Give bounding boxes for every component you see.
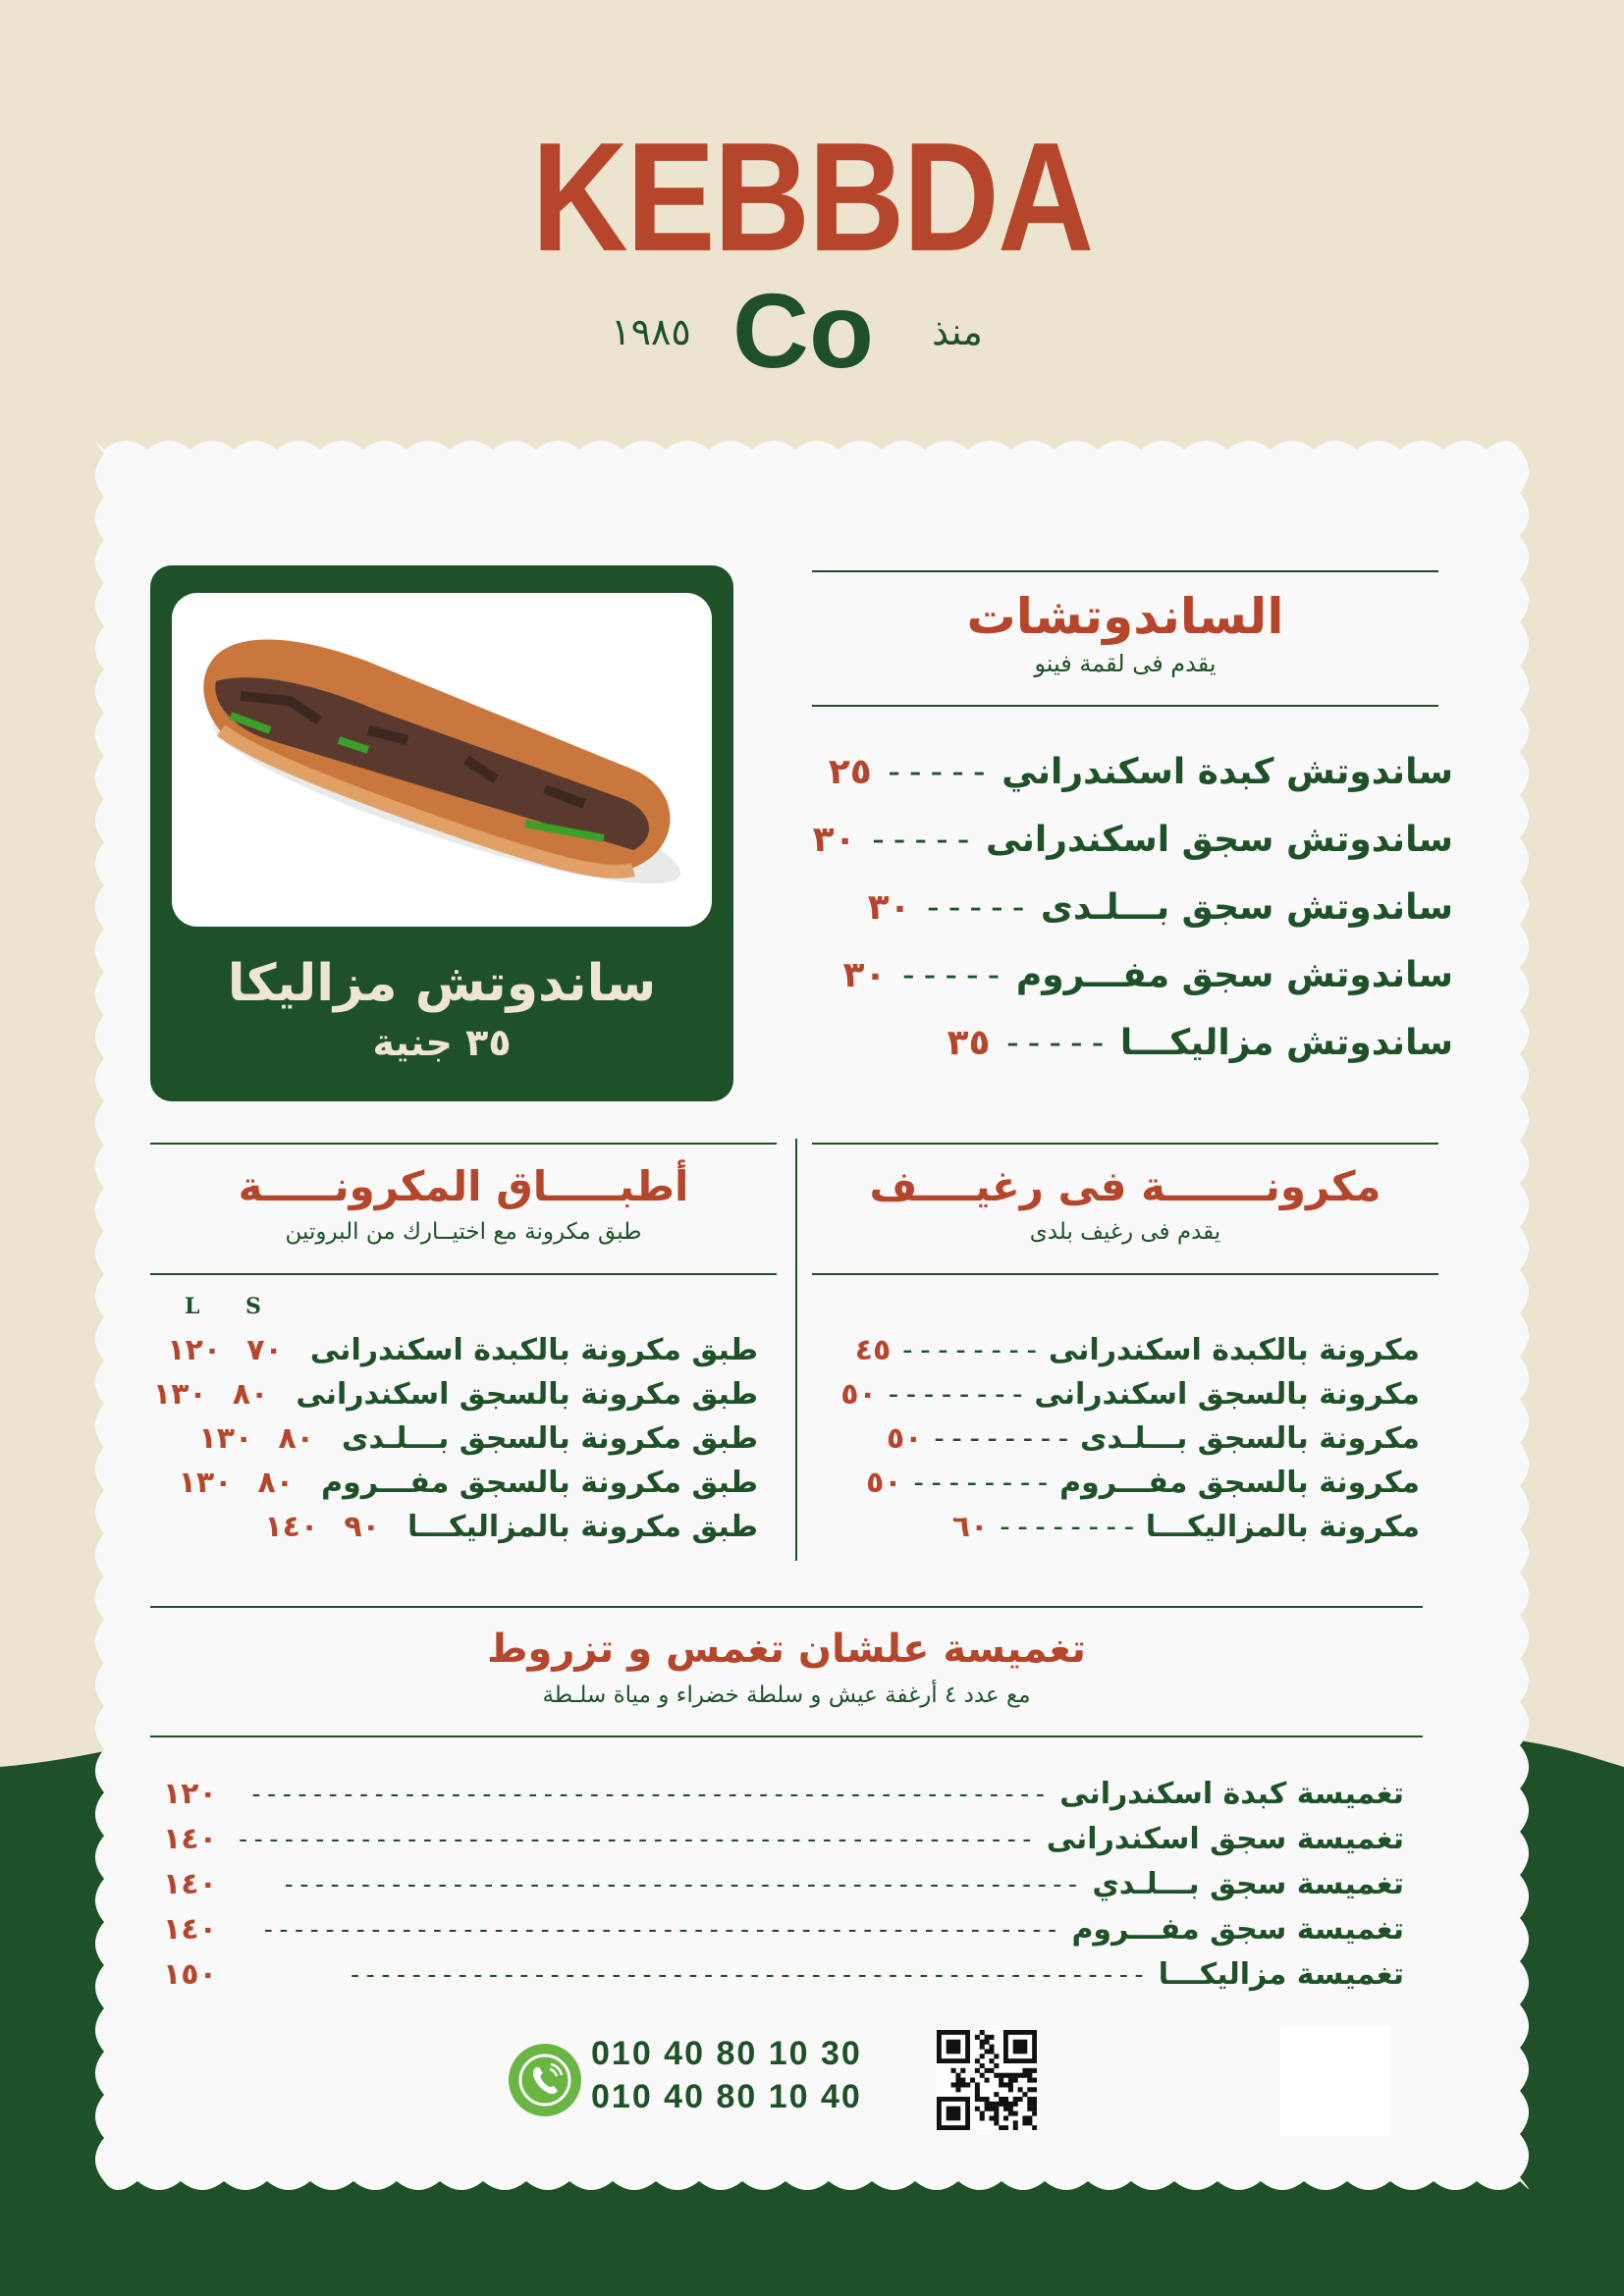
qr-code[interactable] xyxy=(937,2030,1037,2130)
pasta-plates-subtitle: طبق مكرونة مع اختيــارك من البروتين xyxy=(285,1219,642,1245)
divider xyxy=(812,1143,1438,1145)
item-name: مكرونة بالكبدة اسكندرانى xyxy=(1048,1333,1420,1367)
item-price: ٣٠ xyxy=(842,955,887,995)
bread-pasta-row xyxy=(825,1464,1420,1503)
divider xyxy=(812,705,1438,707)
item-name: ساندوتش سجق مفـــروم xyxy=(1015,955,1453,995)
dash-leader: ---------------------------------------------------- xyxy=(347,1960,1147,1990)
dash-leader: -------- xyxy=(884,1377,1027,1412)
large-price: ١٣٠ xyxy=(198,1421,253,1456)
dash-leader: ---------------------------------------------------- xyxy=(260,1915,1060,1945)
platter-row xyxy=(163,1865,1404,1904)
blank-placeholder-box xyxy=(1280,2026,1390,2136)
dash-leader: ---------------------------------------------------- xyxy=(235,1825,1035,1854)
pasta-plate-row xyxy=(152,1375,758,1415)
item-name: مكرونة بالسجق بـــلـدى xyxy=(1079,1421,1420,1456)
platter-row xyxy=(163,1775,1404,1814)
item-price: ١٢٠ xyxy=(163,1777,217,1811)
small-price: ٨٠ xyxy=(278,1421,314,1456)
item-name: طبق مكرونة بالسجق مفـــروم xyxy=(321,1466,758,1500)
featured-sandwich-image xyxy=(172,593,712,927)
dash-leader: -------- xyxy=(996,1510,1138,1544)
item-name: طبق مكرونة بالكبدة اسكندرانى xyxy=(309,1333,758,1367)
large-price: ١٤٠ xyxy=(264,1510,319,1544)
item-name: مكرونة بالسجق اسكندرانى xyxy=(1034,1377,1420,1412)
large-price: ١٢٠ xyxy=(167,1333,222,1367)
dash-leader: ----- xyxy=(867,820,974,860)
large-price: ١٣٠ xyxy=(178,1466,233,1500)
brand-since-year: ١٩٨٥ xyxy=(611,310,691,353)
item-name: ساندوتش سجق اسكندرانى xyxy=(985,820,1453,860)
item-price: ١٤٠ xyxy=(163,1912,217,1947)
item-name: تغميسة سجق مفـــروم xyxy=(1071,1912,1404,1947)
platter-row xyxy=(163,1910,1404,1949)
large-price: ١٣٠ xyxy=(152,1377,207,1412)
featured-item-panel xyxy=(150,565,733,1101)
column-divider xyxy=(795,1139,797,1561)
divider xyxy=(150,1606,1423,1608)
platters-subtitle: مع عدد ٤ أرغفة عيش و سلطة خضراء و مياة سلـطة xyxy=(542,1682,1031,1708)
item-price: ١٤٠ xyxy=(163,1822,217,1856)
item-price: ٣٠ xyxy=(812,820,856,860)
dash-leader: ---------------------------------------------------- xyxy=(281,1870,1081,1899)
bread-pasta-subtitle: يقدم فى رغيف بلدى xyxy=(1029,1219,1221,1245)
item-price: ٦٠ xyxy=(951,1510,989,1544)
item-name: تغميسة سجق بـــلـدي xyxy=(1092,1867,1404,1901)
item-price: ٤٥ xyxy=(854,1333,892,1367)
item-name: طبق مكرونة بالسجق بـــلـدى xyxy=(342,1421,758,1456)
item-name: تغميسة سجق اسكندرانى xyxy=(1046,1822,1404,1856)
brand-since-label: منذ xyxy=(932,310,983,353)
item-name: ساندوتش مزاليكـــا xyxy=(1119,1023,1453,1063)
dash-leader: -------- xyxy=(930,1421,1072,1456)
dash-leader: ----- xyxy=(1001,1023,1109,1063)
item-name: تغميسة مزاليكـــا xyxy=(1158,1957,1404,1992)
small-price: ٨٠ xyxy=(257,1466,295,1500)
item-price: ٣٠ xyxy=(867,887,911,928)
sandwiches-title: الساندوتشات xyxy=(966,588,1284,645)
item-name: ساندوتش كبدة اسكندراني xyxy=(1001,752,1453,792)
divider xyxy=(150,1273,777,1275)
item-name: مكرونة بالمزاليكـــا xyxy=(1145,1510,1420,1544)
item-name: ساندوتش سجق بـــلـدى xyxy=(1040,887,1453,928)
small-price: ٧٠ xyxy=(246,1333,283,1367)
bread-pasta-row xyxy=(825,1331,1420,1370)
featured-item-price: ٣٥ جنية xyxy=(372,1021,512,1064)
dash-leader: ----- xyxy=(897,955,1004,995)
platter-row xyxy=(163,1955,1404,1995)
bread-pasta-row xyxy=(825,1375,1420,1415)
dash-leader: ----- xyxy=(922,887,1029,928)
featured-item-name: ساندوتش مزاليكا xyxy=(227,954,657,1013)
divider xyxy=(150,1143,777,1145)
sandwich-row xyxy=(805,818,1453,863)
size-label-large: L xyxy=(185,1294,200,1319)
item-name: تغميسة كبدة اسكندرانى xyxy=(1059,1777,1404,1811)
pasta-plate-row xyxy=(157,1331,758,1370)
item-price: ٥٠ xyxy=(840,1377,877,1412)
item-name: طبق مكرونة بالمزاليكـــا xyxy=(406,1510,758,1544)
phone-number-2[interactable]: 010 40 80 10 40 xyxy=(591,2078,862,2115)
pasta-plate-row xyxy=(157,1508,758,1547)
small-price: ٨٠ xyxy=(232,1377,269,1412)
small-price: ٩٠ xyxy=(344,1510,380,1544)
item-price: ٣٥ xyxy=(947,1023,991,1063)
divider xyxy=(150,1735,1423,1737)
divider xyxy=(812,1273,1438,1275)
dash-leader: ---------------------------------------------------- xyxy=(248,1780,1049,1809)
sandwich-row xyxy=(805,885,1453,931)
pasta-plate-row xyxy=(157,1419,758,1459)
sandwich-row xyxy=(805,750,1453,795)
item-name: طبق مكرونة بالسجق اسكندرانى xyxy=(296,1377,758,1412)
sandwich-row xyxy=(805,1021,1453,1066)
dash-leader: ----- xyxy=(883,752,991,792)
bread-pasta-row xyxy=(825,1508,1420,1547)
phone-number-1[interactable]: 010 40 80 10 30 xyxy=(591,2035,862,2072)
brand-logo-word: KEBBDA xyxy=(531,111,1093,284)
item-name: مكرونة بالسجق مفـــروم xyxy=(1059,1466,1420,1500)
pasta-plate-row xyxy=(157,1464,758,1503)
platter-row xyxy=(163,1820,1404,1859)
item-price: ٥٠ xyxy=(886,1421,923,1456)
brand-logo-mark: Co xyxy=(732,271,874,390)
bread-pasta-row xyxy=(825,1419,1420,1459)
platters-title: تغميسة علشان تغمس و تزروط xyxy=(486,1627,1087,1672)
phone-icon xyxy=(509,2044,581,2116)
size-label-small: S xyxy=(245,1294,261,1319)
pasta-plates-title: أطبـــــاق المكرونـــــة xyxy=(238,1162,689,1210)
item-price: ٢٥ xyxy=(828,752,872,792)
divider xyxy=(812,570,1438,572)
sandwich-row xyxy=(805,953,1453,998)
item-price: ١٥٠ xyxy=(163,1957,217,1992)
item-price: ١٤٠ xyxy=(163,1867,217,1901)
sandwiches-subtitle: يقدم فى لقمة فينو xyxy=(1034,650,1217,677)
bread-pasta-title: مكرونـــــــة فى رغيــــف xyxy=(869,1162,1381,1210)
dash-leader: -------- xyxy=(898,1333,1041,1367)
dash-leader: -------- xyxy=(909,1466,1053,1500)
item-price: ٥٠ xyxy=(865,1466,902,1500)
